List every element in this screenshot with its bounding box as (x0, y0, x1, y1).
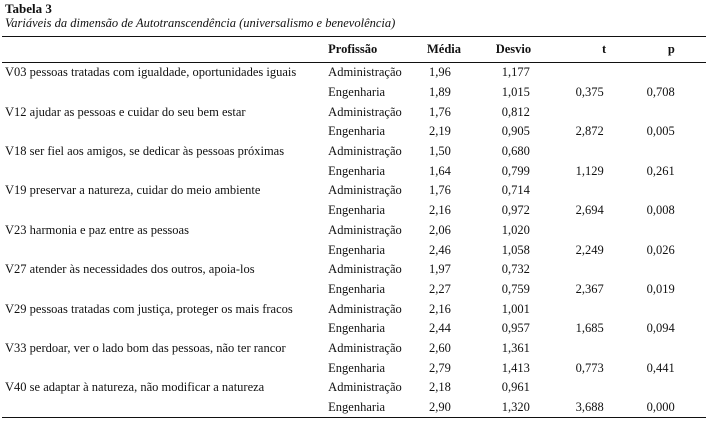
cell-mean: 1,76 (428, 104, 451, 119)
cell-mean: 2,16 (428, 301, 451, 316)
cell-t (572, 102, 637, 122)
cell-profession: Engenharia (328, 242, 386, 257)
table-row (2, 358, 706, 378)
cell-profession: Engenharia (328, 360, 386, 375)
cell-t: 2,694 (575, 203, 604, 218)
cell-variable: V19 preservar a natureza, cuidar do meio ambiente (5, 183, 261, 198)
cell-variable: V03 pessoas tratadas com igualdade, oportunidades iguais (5, 65, 297, 80)
cell-p (637, 63, 706, 83)
cell-mean: 2,90 (423, 398, 496, 418)
cell-t: 2,367 (575, 281, 604, 296)
table-header-row (2, 37, 706, 63)
cell-sd: 0,714 (501, 183, 530, 198)
cell-variable: V40 se adaptar à natureza, não modificar a natureza (5, 380, 265, 395)
cell-t: 3,688 (572, 398, 637, 418)
cell-sd: 0,905 (501, 124, 530, 139)
table-row (2, 378, 706, 398)
table-row (2, 122, 706, 142)
table-row (2, 181, 706, 201)
cell-sd: 0,961 (501, 380, 530, 395)
cell-profession: Engenharia (328, 203, 386, 218)
cell-mean: 2,79 (428, 360, 451, 375)
cell-sd: 0,759 (501, 281, 530, 296)
cell-t: 0,375 (575, 85, 604, 100)
cell-p (637, 181, 706, 201)
cell-p (637, 378, 706, 398)
cell-p (637, 260, 706, 280)
table-body (2, 63, 706, 418)
cell-profession: Engenharia (328, 281, 386, 296)
cell-profession: Engenharia (328, 321, 386, 336)
cell-t (572, 339, 637, 359)
cell-t (572, 63, 637, 83)
cell-mean: 1,64 (428, 163, 451, 178)
cell-t (572, 181, 637, 201)
table-caption (5, 2, 705, 30)
table-row (2, 280, 706, 300)
cell-variable (2, 83, 328, 103)
cell-profession: Engenharia (328, 163, 386, 178)
table-row (2, 339, 706, 359)
cell-sd: 1,413 (501, 360, 530, 375)
cell-profession: Engenharia (328, 398, 423, 418)
cell-sd: 0,812 (501, 104, 530, 119)
cell-t: 2,249 (575, 242, 604, 257)
cell-t (572, 378, 637, 398)
cell-t: 0,773 (575, 360, 604, 375)
cell-sd: 0,957 (501, 321, 530, 336)
table-row (2, 221, 706, 241)
cell-variable (2, 319, 328, 339)
cell-p (637, 299, 706, 319)
cell-variable: V29 pessoas tratadas com justiça, proteger os mais fracos (5, 301, 293, 316)
cell-sd: 0,799 (501, 163, 530, 178)
cell-profession: Administração (328, 340, 402, 355)
cell-p: 0,008 (646, 203, 675, 218)
cell-p (637, 339, 706, 359)
table-row (2, 63, 706, 83)
cell-t (572, 142, 637, 162)
cell-p: 0,005 (646, 124, 675, 139)
cell-sd: 1,001 (501, 301, 530, 316)
table-subtitle: Variáveis da dimensão de Autotranscendência (universalismo e benevolência) (5, 16, 396, 30)
table-row (2, 142, 706, 162)
cell-variable (2, 280, 328, 300)
cell-p: 0,708 (646, 85, 675, 100)
header-profession: Profissão (328, 37, 423, 63)
cell-p: 0,000 (637, 398, 706, 418)
cell-t (572, 299, 637, 319)
cell-mean: 1,89 (428, 85, 451, 100)
cell-sd: 1,320 (496, 398, 572, 418)
cell-t (572, 260, 637, 280)
table-title: Tabela 3 (5, 1, 52, 16)
cell-sd: 1,361 (501, 340, 530, 355)
table-row (2, 299, 706, 319)
cell-sd: 0,972 (501, 203, 530, 218)
cell-profession: Administração (328, 380, 402, 395)
cell-profession: Engenharia (328, 85, 386, 100)
table-row (2, 161, 706, 181)
table-row (2, 260, 706, 280)
cell-mean: 2,06 (428, 222, 451, 237)
cell-mean: 1,50 (428, 144, 451, 159)
cell-t: 2,872 (575, 124, 604, 139)
cell-variable: V18 ser fiel aos amigos, se dedicar às pessoas próximas (5, 144, 285, 159)
cell-profession: Administração (328, 144, 402, 159)
cell-variable: V33 perdoar, ver o lado bom das pessoas, não ter rancor (5, 340, 286, 355)
cell-p: 0,094 (646, 321, 675, 336)
cell-variable (2, 122, 328, 142)
cell-sd: 1,177 (501, 65, 530, 80)
cell-t: 1,685 (575, 321, 604, 336)
cell-profession: Engenharia (328, 124, 386, 139)
header-mean: Média (423, 37, 496, 63)
table-row (2, 240, 706, 260)
cell-sd: 0,680 (501, 144, 530, 159)
cell-variable: V27 atender às necessidades dos outros, apoia-los (5, 262, 255, 277)
cell-sd: 0,732 (501, 262, 530, 277)
cell-variable (2, 240, 328, 260)
table-row (2, 102, 706, 122)
header-p: p (637, 37, 706, 63)
cell-sd: 1,058 (501, 242, 530, 257)
cell-mean: 2,16 (428, 203, 451, 218)
cell-variable (2, 358, 328, 378)
cell-sd: 1,020 (501, 222, 530, 237)
data-table (2, 36, 706, 418)
header-t: t (572, 37, 637, 63)
cell-variable (2, 161, 328, 181)
table-row (2, 398, 706, 418)
table-row (2, 319, 706, 339)
cell-profession: Administração (328, 222, 402, 237)
cell-variable: V23 harmonia e paz entre as pessoas (5, 222, 189, 237)
cell-profession: Administração (328, 183, 402, 198)
header-sd: Desvio (496, 37, 572, 63)
cell-mean: 1,96 (428, 65, 451, 80)
cell-variable (2, 201, 328, 221)
cell-p: 0,019 (646, 281, 675, 296)
cell-mean: 2,18 (428, 380, 451, 395)
cell-mean: 2,46 (428, 242, 451, 257)
cell-mean: 2,27 (428, 281, 451, 296)
cell-variable (2, 398, 328, 418)
cell-variable: V12 ajudar as pessoas e cuidar do seu bem estar (5, 104, 246, 119)
cell-mean: 2,60 (428, 340, 451, 355)
cell-p (637, 102, 706, 122)
cell-p: 0,026 (646, 242, 675, 257)
cell-p (637, 221, 706, 241)
cell-mean: 2,19 (428, 124, 451, 139)
cell-profession: Administração (328, 104, 402, 119)
cell-t (572, 221, 637, 241)
cell-profession: Administração (328, 262, 402, 277)
cell-sd: 1,015 (501, 85, 530, 100)
cell-profession: Administração (328, 301, 402, 316)
cell-profession: Administração (328, 65, 402, 80)
cell-mean: 2,44 (428, 321, 451, 336)
cell-mean: 1,97 (428, 262, 451, 277)
table-row (2, 201, 706, 221)
header-variable (2, 37, 328, 63)
cell-p: 0,441 (646, 360, 675, 375)
cell-mean: 1,76 (428, 183, 451, 198)
cell-t: 1,129 (575, 163, 604, 178)
table-row (2, 83, 706, 103)
cell-p: 0,261 (646, 163, 675, 178)
cell-p (637, 142, 706, 162)
